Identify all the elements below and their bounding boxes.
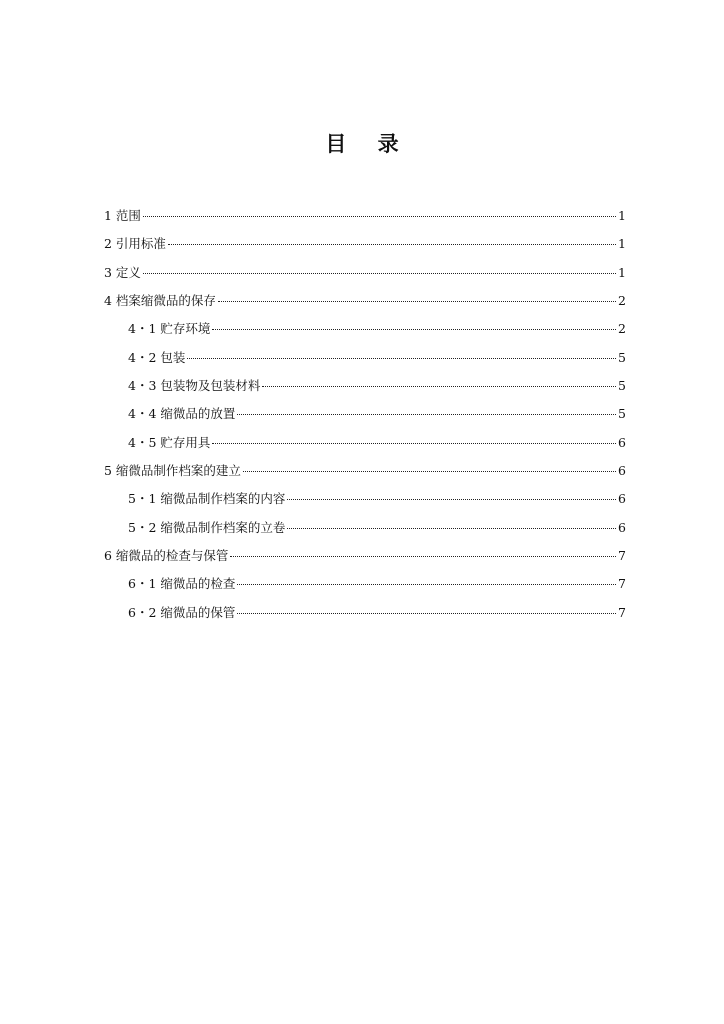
toc-entry-label: 2 引用标准 [104,236,166,252]
toc-subentry[interactable] [104,400,626,428]
toc-dot-leader [262,385,616,387]
toc-dot-leader [237,612,616,614]
toc-entry-label: 4・4 缩微品的放置 [128,406,236,422]
toc-entry-label: 4・3 包装物及包装材料 [128,378,261,394]
toc-entry-label: 1 范围 [104,208,141,223]
toc-entry-page: 6 [618,463,626,479]
toc-entry[interactable] [104,287,626,315]
toc-entry-page: 7 [618,576,626,592]
toc-entry-page: 7 [618,548,626,564]
toc-list [104,202,626,627]
toc-dot-leader [212,328,616,330]
toc-entry-page: 5 [618,349,626,365]
toc-entry-page: 1 [618,236,626,252]
toc-entry-page: 2 [618,293,626,309]
toc-dot-leader [237,583,616,585]
toc-subentry[interactable] [104,514,626,542]
toc-entry-label: 4・1 贮存环境 [128,321,211,337]
toc-dot-leader [243,470,616,472]
toc-entry-label: 4 档案缩微品的保存 [104,293,216,309]
toc-entry-label: 4・2 包装 [128,349,186,365]
toc-entry-page: 6 [618,434,626,450]
toc-dot-leader [187,357,616,359]
toc-entry-label: 6・1 缩微品的检查 [128,576,236,592]
toc-subentry[interactable] [104,485,626,513]
toc-dot-leader [237,413,616,415]
toc-entry-label: 3 定义 [104,264,141,280]
toc-subentry[interactable] [104,570,626,598]
toc-dot-leader [230,555,616,557]
toc-dot-leader [218,300,616,302]
toc-subentry[interactable] [104,429,626,457]
toc-subentry[interactable] [104,344,626,372]
toc-entry-page: 5 [618,378,626,394]
toc-entry-label: 6 缩微品的检查与保管 [104,548,229,564]
toc-entry-page: 7 [618,604,626,620]
toc-subentry[interactable] [104,315,626,343]
toc-entry-label: 5・1 缩微品制作档案的内容 [128,491,286,507]
toc-entry-page: 6 [618,491,626,507]
toc-dot-leader [143,272,616,274]
toc-entry-page: 1 [618,208,626,223]
toc-entry-label: 6・2 缩微品的保管 [128,604,236,620]
toc-entry-page: 1 [618,264,626,280]
toc-entry-label: 5 缩微品制作档案的建立 [104,463,241,479]
toc-entry-label: 4・5 贮存用具 [128,434,211,450]
toc-entry-page: 2 [618,321,626,337]
toc-title: 目 录 [325,132,411,156]
toc-entry-label: 5・2 缩微品制作档案的立卷 [128,519,286,535]
toc-entry[interactable] [104,542,626,570]
toc-entry[interactable] [104,457,626,485]
toc-entry[interactable] [104,230,626,258]
toc-subentry[interactable] [104,599,626,627]
toc-dot-leader [212,442,616,444]
toc-entry[interactable] [104,259,626,287]
toc-entry[interactable] [104,202,626,230]
toc-entry-page: 5 [618,406,626,422]
toc-dot-leader [287,498,616,500]
toc-subentry[interactable] [104,372,626,400]
toc-dot-leader [168,243,616,245]
toc-entry-page: 6 [618,519,626,535]
toc-dot-leader [143,215,616,217]
toc-dot-leader [287,527,616,529]
